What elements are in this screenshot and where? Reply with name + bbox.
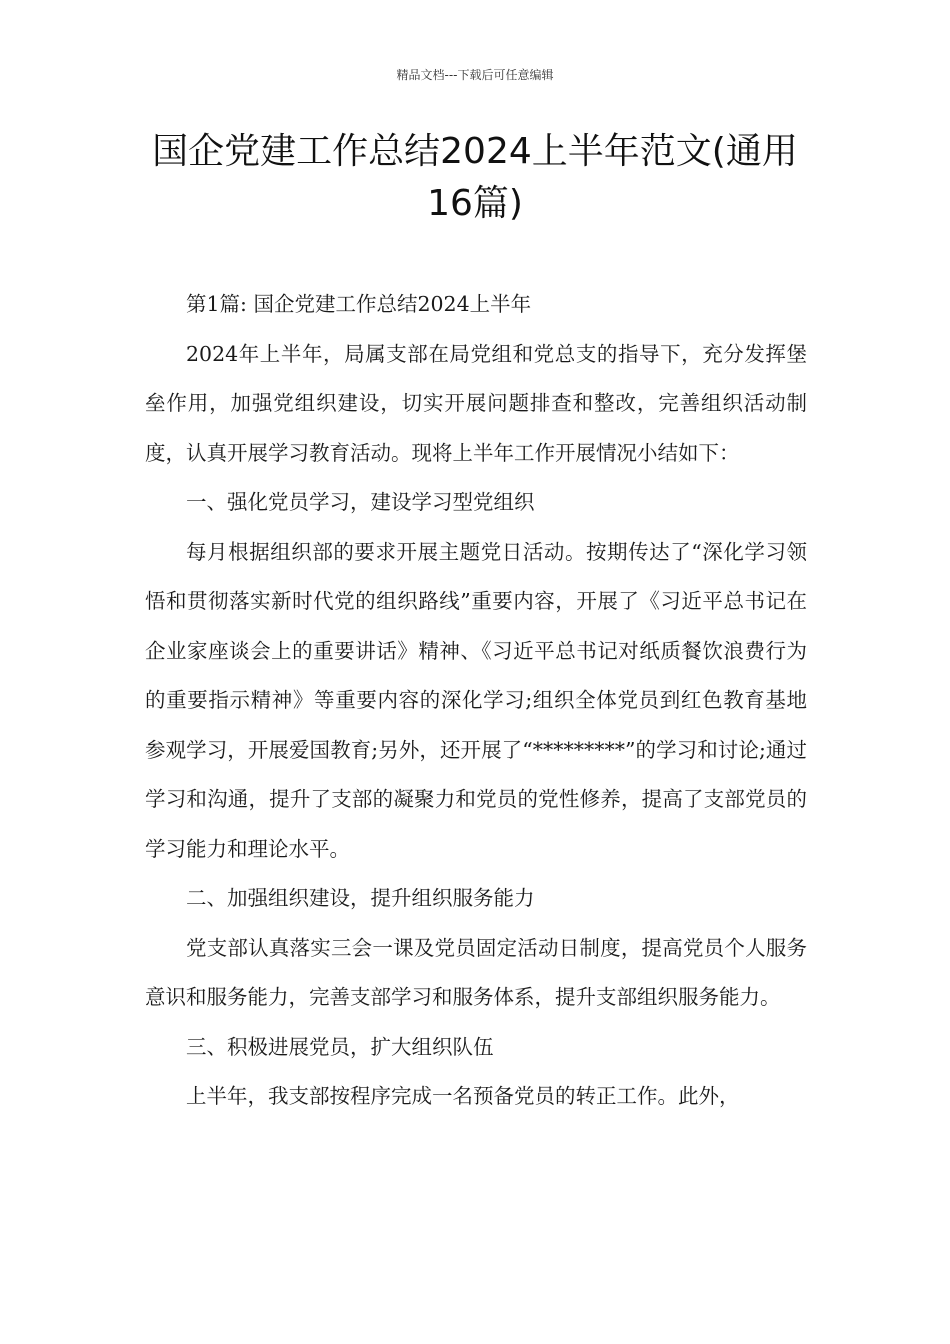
section-heading-3: 三、积极进展党员，扩大组织队伍 (186, 1034, 494, 1059)
paragraph-section-3: 上半年，我支部按程序完成一名预备党员的转正工作。此外， (186, 1084, 740, 1108)
section-heading-2: 二、加强组织建设，提升组织服务能力 (186, 886, 535, 910)
paragraph-chapter-heading: 第1篇: 国企党建工作总结2024上半年 (186, 292, 532, 316)
document-title: 国企党建工作总结2024上半年范文(通用16篇) (152, 131, 798, 224)
paragraph-intro: 2024年上半年，局属支部在局党组和党总支的指导下，充分发挥堡垒作用，加强党组织建设，切实开展问题排查和整改，完善组织活动制度，认真开展学习教育活动。现将上半年工作开展情况小结如下： (145, 341, 807, 465)
document-body (145, 280, 807, 1122)
section-heading-1: 一、强化党员学习，建设学习型党组织 (186, 490, 535, 514)
header-note: 精品文档---下载后可任意编辑 (396, 68, 554, 82)
paragraph-section-1: 每月根据组织部的要求开展主题党日活动。按期传达了“深化学习领悟和贯彻落实新时代党的组织路线”重要内容，开展了《习近平总书记在企业家座谈会上的重要讲话》精神、《习近平总书记对纸质餐饮浪费行为的重要指示精神》等重要内容的深化学习;组织全体党员到红色教育基地参观学习，开展爱国教育;另外，还开展了“*********”的学习和讨论;通过学习和沟通，提升了支部的凝聚力和党员的党性修养，提高了支部党员的学习能力和理论水平。 (145, 539, 807, 861)
paragraph-section-2: 党支部认真落实三会一课及党员固定活动日制度，提高党员个人服务意识和服务能力，完善支部学习和服务体系，提升支部组织服务能力。 (145, 935, 807, 1009)
